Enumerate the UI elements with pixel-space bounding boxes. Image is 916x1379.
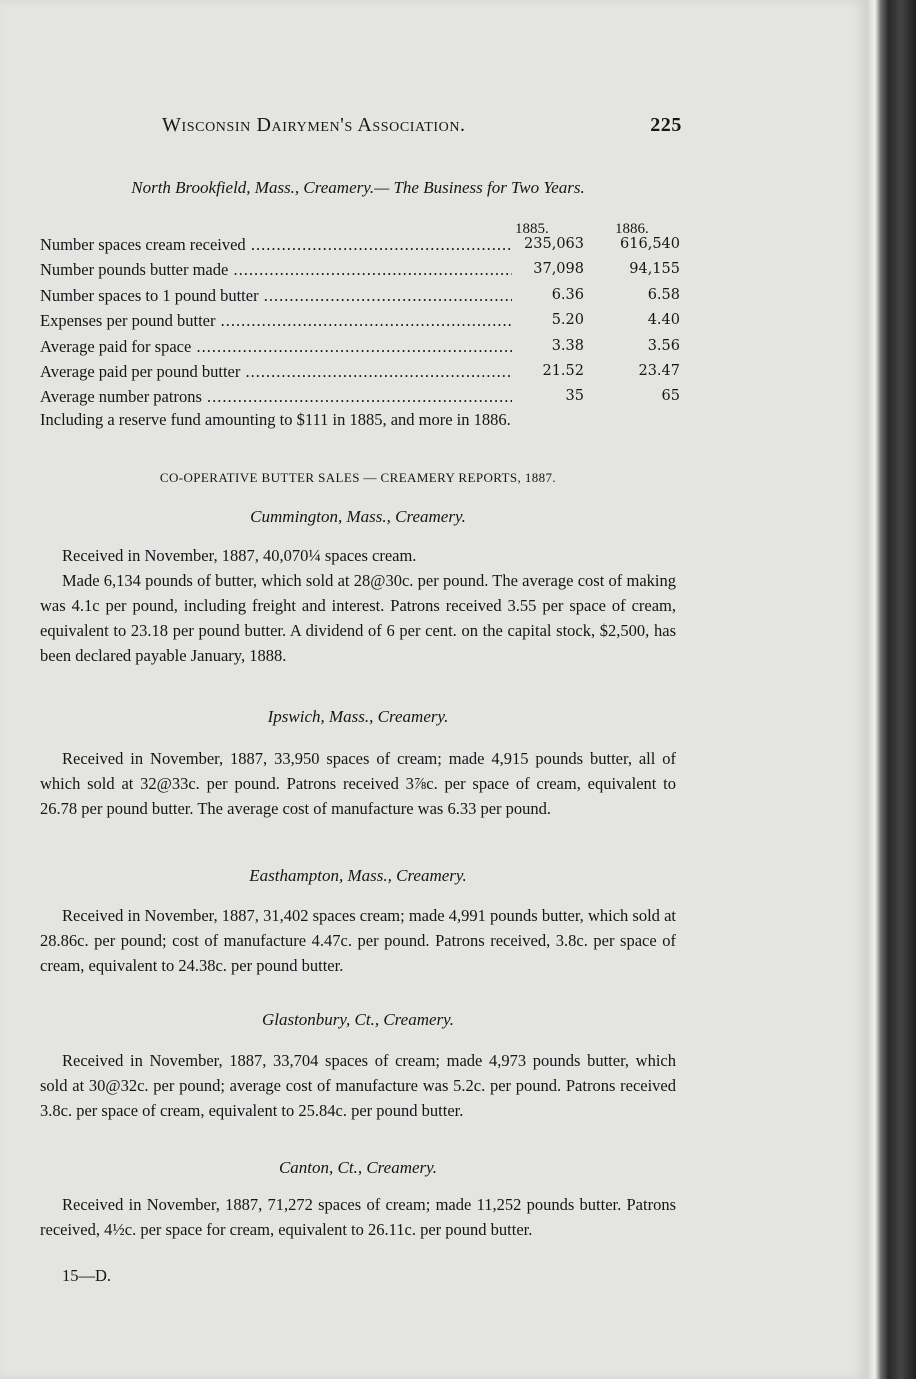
book-binding-edge <box>866 0 916 1379</box>
row-label: Expenses per pound butter ..... <box>40 308 512 333</box>
value-1885: 35 <box>565 388 584 405</box>
easthampton-report <box>40 903 676 978</box>
table-row <box>40 232 680 257</box>
row-label: Average paid for space ..... <box>40 334 512 359</box>
value-1886: 3.56 <box>647 337 680 354</box>
easthampton-heading: Easthampton, Mass., Creamery. <box>249 866 467 885</box>
paragraph: Received in November, 1887, 40,070¼ spaces cream. <box>62 546 417 565</box>
value-1885: 5.20 <box>551 312 584 329</box>
header-title: Wisconsin Dairymen's Association. <box>162 114 466 136</box>
table-row <box>40 257 680 282</box>
running-header <box>162 114 682 144</box>
row-label: Number pounds butter made ..... <box>40 257 512 282</box>
cummington-report <box>40 543 676 668</box>
value-1886: 4.40 <box>647 312 680 329</box>
value-1886: 65 <box>661 388 680 405</box>
table-row <box>40 283 680 308</box>
paragraph: Received in November, 1887, 33,950 spaces of cream; made 4,915 pounds butter, all of which sold at 32@33c. per pound. Patrons received 3⅞c. per space of cream, equivalent to 26.78 per pound butter. The average cost of manufacture was 6.33 per pound. <box>40 749 676 818</box>
value-1886: 23.47 <box>638 362 680 379</box>
business-table <box>40 232 680 410</box>
paragraph: Received in November, 1887, 33,704 spaces of cream; made 4,973 pounds butter, which sold at 30@32c. per pound; average cost of manufacture was 5.2c. per pound. Patrons received 3.8c. per space of cream, equivalent to 25.84c. per pound butter. <box>40 1051 676 1120</box>
row-label: Number spaces cream received ..... <box>40 232 512 257</box>
ipswich-heading: Ipswich, Mass., Creamery. <box>267 707 449 726</box>
value-1886: 616,540 <box>620 236 680 252</box>
value-1885: 6.36 <box>551 286 584 303</box>
value-1886: 94,155 <box>629 261 680 278</box>
paragraph: Received in November, 1887, 71,272 spaces of cream; made 11,252 pounds butter. Patrons received, 4½c. per space for cream, equivalent to 26.11c. per pound butter. <box>40 1195 676 1239</box>
row-label: Average number patrons ..... <box>40 384 512 409</box>
value-1886: 6.58 <box>647 286 680 303</box>
canton-report <box>40 1192 676 1242</box>
ipswich-report <box>40 746 676 821</box>
page-number: 225 <box>650 114 682 136</box>
reserve-fund-note: Including a reserve fund amounting to $111 in 1885, and more in 1886. <box>40 410 511 429</box>
table-row <box>40 359 680 384</box>
glastonbury-report <box>40 1048 676 1123</box>
row-label: Number spaces to 1 pound butter ..... <box>40 283 512 308</box>
row-label: Average paid per pound butter ..... <box>40 359 512 384</box>
cummington-heading: Cummington, Mass., Creamery. <box>250 507 466 526</box>
table-row <box>40 384 680 409</box>
value-1885: 37,098 <box>533 261 584 278</box>
value-1885: 3.38 <box>551 337 584 354</box>
table-row <box>40 308 680 333</box>
year-1885-header: 1885. <box>515 221 549 237</box>
value-1885: 235,063 <box>524 236 584 252</box>
paragraph: Made 6,134 pounds of butter, which sold at 28@30c. per pound. The average cost of making was 4.1c per pound, including freight and interest. Patrons received 3.55 per space of cream, equivalent to 23.18 per pound butter. A dividend of 6 per cent. on the capital stock, $2,500, has been declared payable January, 1888. <box>40 571 676 665</box>
paragraph: Received in November, 1887, 31,402 spaces cream; made 4,991 pounds butter, which sold at 28.86c. per pound; cost of manufacture 4.47c. per pound. Patrons received, 3.8c. per space of cream, equivalent to 24.38c. per pound butter. <box>40 906 676 975</box>
signature-mark: 15—D. <box>62 1266 112 1285</box>
canton-heading: Canton, Ct., Creamery. <box>278 1158 438 1177</box>
north-brookfield-subtitle: North Brookfield, Mass., Creamery.— The Business for Two Years. <box>131 178 585 197</box>
glastonbury-heading: Glastonbury, Ct., Creamery. <box>261 1010 455 1029</box>
section-title: CO-OPERATIVE BUTTER SALES — CREAMERY REPORTS, 1887. <box>159 470 557 485</box>
year-1886-header: 1886. <box>615 221 649 237</box>
value-1885: 21.52 <box>542 362 584 379</box>
table-row <box>40 334 680 359</box>
